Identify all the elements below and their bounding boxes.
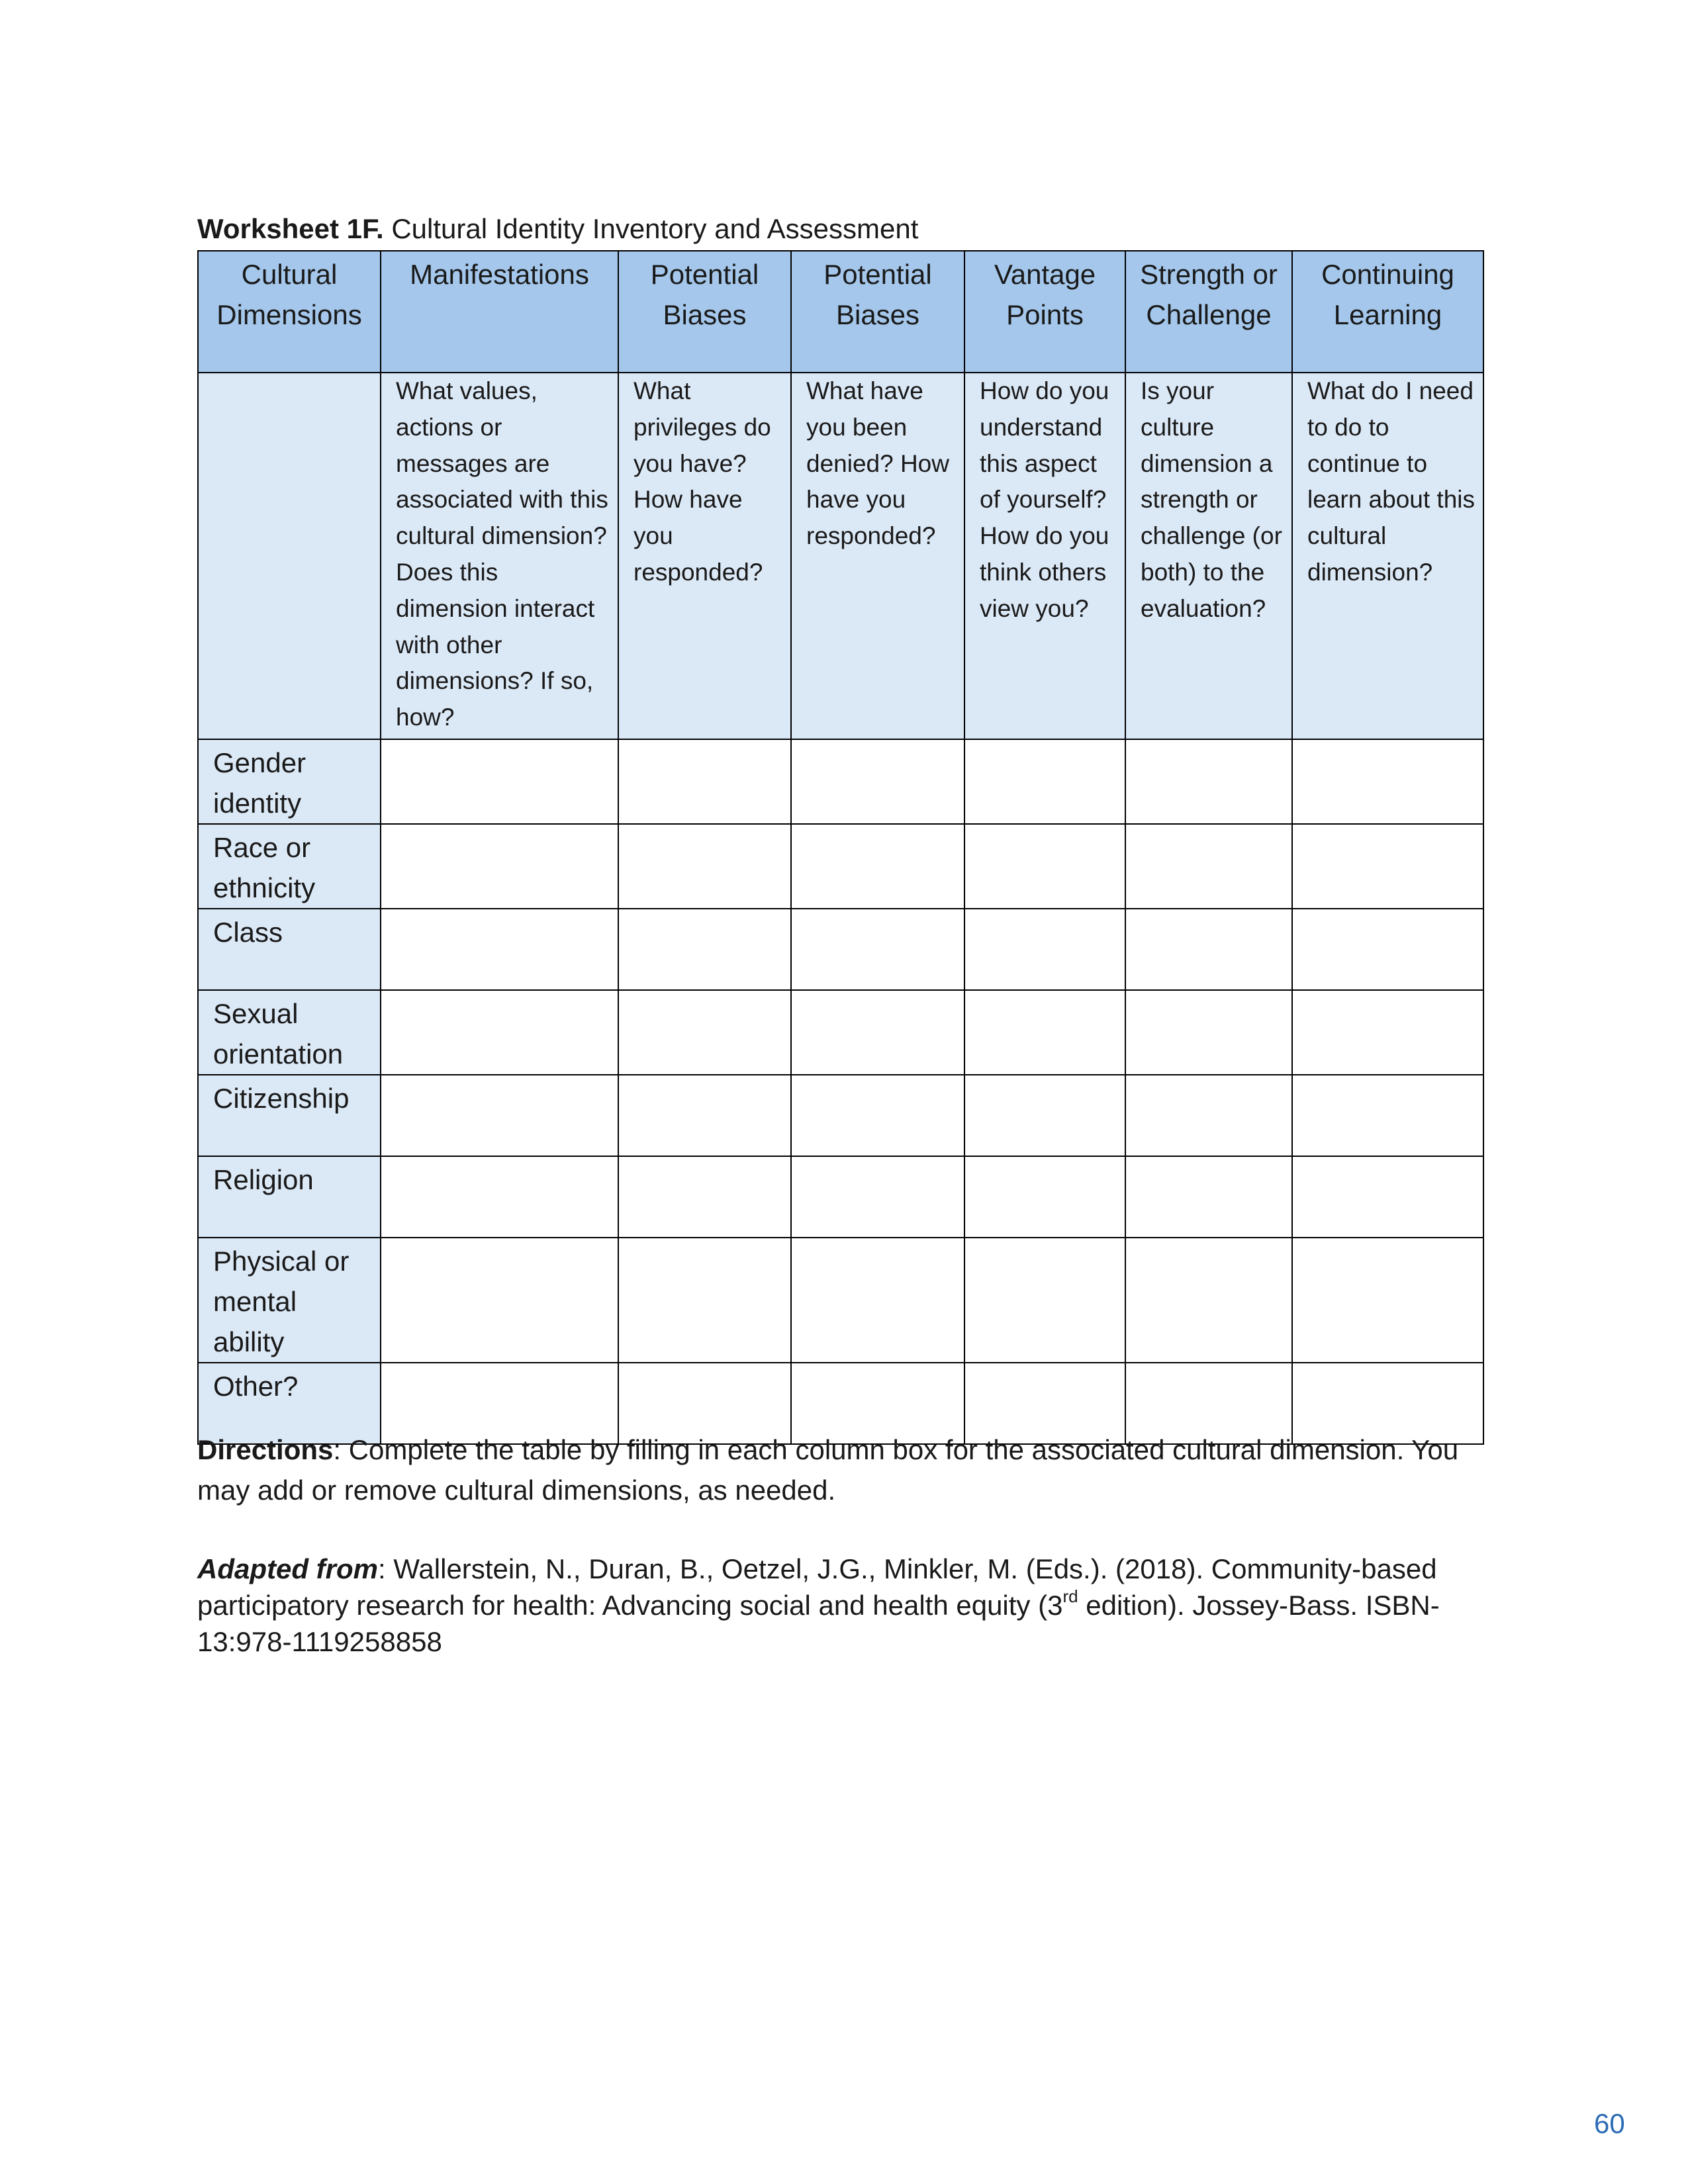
header-cell: Continuing Learning bbox=[1292, 251, 1483, 373]
table-cell[interactable] bbox=[381, 1156, 618, 1238]
table-cell[interactable] bbox=[618, 909, 791, 990]
header-cell: Strength or Challenge bbox=[1125, 251, 1292, 373]
dimension-label: Religion bbox=[198, 1156, 381, 1238]
table-cell[interactable] bbox=[618, 1156, 791, 1238]
table-cell[interactable] bbox=[1125, 909, 1292, 990]
table-cell[interactable] bbox=[618, 990, 791, 1075]
table-cell[interactable] bbox=[791, 1238, 964, 1363]
citation-text-end: edition). Jossey-Bass. ISBN-13:978-1119258858 bbox=[197, 1590, 1440, 1657]
table-cell[interactable] bbox=[381, 1238, 618, 1363]
prompt-row bbox=[198, 373, 1483, 739]
table-cell[interactable] bbox=[1292, 1238, 1483, 1363]
table-cell[interactable] bbox=[791, 909, 964, 990]
header-row bbox=[198, 251, 1483, 373]
page-number: 60 bbox=[1594, 2108, 1625, 2139]
prompt-cell bbox=[198, 373, 381, 739]
table-cell[interactable] bbox=[1125, 1156, 1292, 1238]
table-cell[interactable] bbox=[791, 824, 964, 909]
table-cell[interactable] bbox=[381, 824, 618, 909]
table-cell[interactable] bbox=[791, 739, 964, 824]
table-cell[interactable] bbox=[964, 1156, 1125, 1238]
cultural-identity-table bbox=[197, 250, 1484, 1445]
worksheet-label: Worksheet 1F. bbox=[197, 213, 384, 244]
table-row bbox=[198, 739, 1483, 824]
table-cell[interactable] bbox=[964, 1075, 1125, 1156]
worksheet-title bbox=[197, 210, 918, 248]
dimension-label: Class bbox=[198, 909, 381, 990]
table-cell[interactable] bbox=[1292, 1156, 1483, 1238]
prompt-cell: What privileges do you have? How have you responded? bbox=[618, 373, 791, 739]
header-cell: Potential Biases bbox=[618, 251, 791, 373]
table-cell[interactable] bbox=[964, 990, 1125, 1075]
worksheet-title-text: Cultural Identity Inventory and Assessment bbox=[383, 213, 919, 244]
table-cell[interactable] bbox=[381, 1075, 618, 1156]
dimension-label: Race or ethnicity bbox=[198, 824, 381, 909]
table-cell[interactable] bbox=[791, 1075, 964, 1156]
directions-label: Directions bbox=[197, 1434, 334, 1465]
table-row bbox=[198, 909, 1483, 990]
citation-label: Adapted from bbox=[197, 1553, 378, 1584]
table-cell[interactable] bbox=[618, 1075, 791, 1156]
prompt-cell: Is your culture dimension a strength or challenge (or both) to the evaluation? bbox=[1125, 373, 1292, 739]
header-cell: Vantage Points bbox=[964, 251, 1125, 373]
table-cell[interactable] bbox=[1125, 1075, 1292, 1156]
table-cell[interactable] bbox=[964, 909, 1125, 990]
dimension-label: Other? bbox=[198, 1363, 381, 1444]
table-cell[interactable] bbox=[791, 990, 964, 1075]
dimension-label: Citizenship bbox=[198, 1075, 381, 1156]
table-cell[interactable] bbox=[964, 739, 1125, 824]
directions-paragraph bbox=[197, 1430, 1495, 1510]
citation-superscript: rd bbox=[1062, 1586, 1078, 1606]
citation-paragraph bbox=[197, 1551, 1495, 1660]
table-cell[interactable] bbox=[618, 824, 791, 909]
directions-text: : Complete the table by filling in each column box for the associated cultural dimension. You may add or remove cultural dimensions, as needed. bbox=[197, 1434, 1459, 1506]
table-cell[interactable] bbox=[618, 739, 791, 824]
table-cell[interactable] bbox=[381, 909, 618, 990]
prompt-cell: What values, actions or messages are associated with this cultural dimension? Does this dimension interact with other dimensions? If so, how? bbox=[381, 373, 618, 739]
dimension-label: Gender identity bbox=[198, 739, 381, 824]
table-row bbox=[198, 1156, 1483, 1238]
table-cell[interactable] bbox=[1292, 990, 1483, 1075]
table-cell[interactable] bbox=[964, 824, 1125, 909]
dimension-label: Physical or mental ability bbox=[198, 1238, 381, 1363]
table-cell[interactable] bbox=[381, 739, 618, 824]
table-cell[interactable] bbox=[1125, 990, 1292, 1075]
prompt-cell: What have you been denied? How have you responded? bbox=[791, 373, 964, 739]
table-cell[interactable] bbox=[618, 1238, 791, 1363]
table-cell[interactable] bbox=[1292, 824, 1483, 909]
table-cell[interactable] bbox=[1292, 739, 1483, 824]
prompt-cell: What do I need to do to continue to learn about this cultural dimension? bbox=[1292, 373, 1483, 739]
citation-text: : Wallerstein, N., Duran, B., Oetzel, J.G., Minkler, M. (Eds.). (2018). Community-based participatory research for health: Advancing social and health equity (3 bbox=[197, 1553, 1437, 1621]
header-cell: Manifestations bbox=[381, 251, 618, 373]
header-cell: Potential Biases bbox=[791, 251, 964, 373]
table-row bbox=[198, 1238, 1483, 1363]
table-cell[interactable] bbox=[1292, 909, 1483, 990]
table-cell[interactable] bbox=[381, 990, 618, 1075]
table-cell[interactable] bbox=[964, 1238, 1125, 1363]
table-row bbox=[198, 1075, 1483, 1156]
dimension-label: Sexual orientation bbox=[198, 990, 381, 1075]
table-cell[interactable] bbox=[1125, 739, 1292, 824]
table-cell[interactable] bbox=[791, 1156, 964, 1238]
header-cell: Cultural Dimensions bbox=[198, 251, 381, 373]
table-cell[interactable] bbox=[1292, 1075, 1483, 1156]
table-row bbox=[198, 824, 1483, 909]
prompt-cell: How do you understand this aspect of yourself? How do you think others view you? bbox=[964, 373, 1125, 739]
table-row bbox=[198, 990, 1483, 1075]
table-cell[interactable] bbox=[1125, 1238, 1292, 1363]
table-cell[interactable] bbox=[1125, 824, 1292, 909]
